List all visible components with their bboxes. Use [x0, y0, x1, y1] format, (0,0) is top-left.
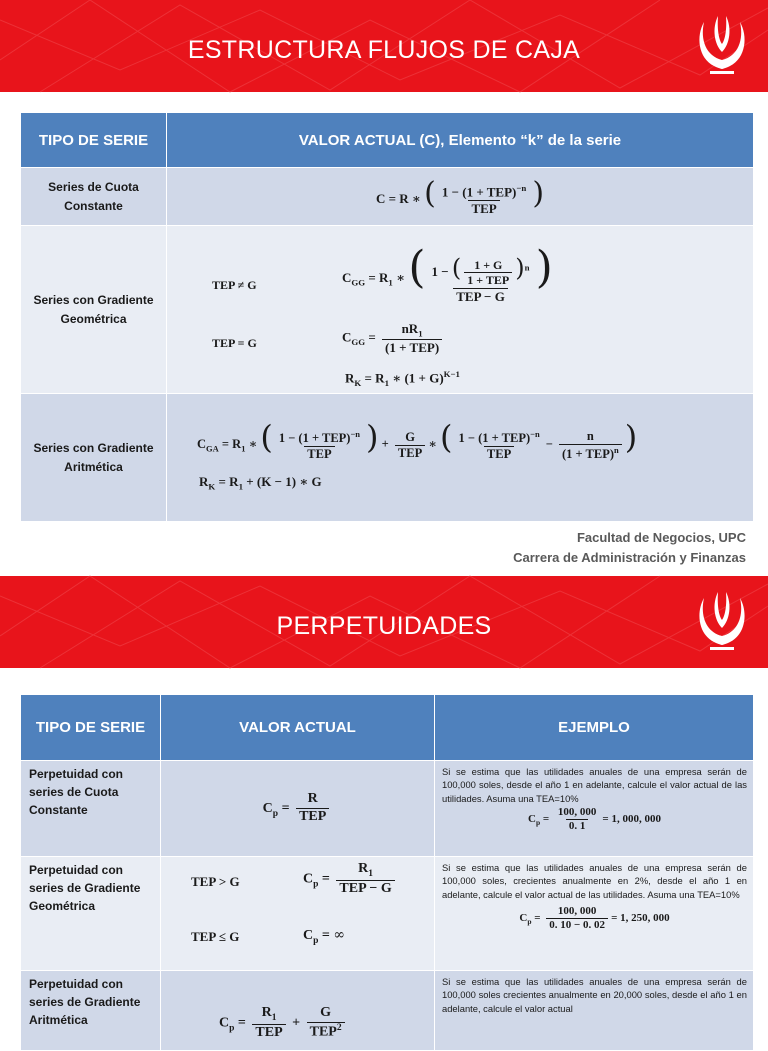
- row-label-perpetuidad-cuota: Perpetuidad con series de Cuota Constante: [21, 761, 161, 857]
- example-text: Si se estima que las utilidades anuales de una empresa serán de 100,000 soles crecientes anualmente en 20,000 soles, desde el año 1 en adelante, calcule el valor actual: [442, 976, 747, 1014]
- example-perpetuidad-geometrica: [435, 857, 754, 971]
- formula-perpetuidad-geometrica: TEP > G $C_p$ = $\frac{R_1}{\text{TEP − G}}$ TEP ≤ G $C_p$ = ∞: [161, 857, 435, 971]
- header-tipo-de-serie: TIPO DE SERIE: [21, 113, 167, 168]
- example-formula: $C_p$ = $\frac{100, 000}{0. 10 - 0. 02}$ = 1, 250, 000: [519, 905, 670, 932]
- condition-tep-gt-g: TEP > G: [191, 874, 240, 889]
- example-denominator: 0. 1: [566, 819, 589, 833]
- row-label-perpetuidad-aritmetica: Perpetuidad con series de Gradiente Aritmética: [21, 971, 161, 1051]
- slide1-banner: [0, 0, 768, 92]
- slide1-table: [20, 112, 754, 522]
- formula-gradiente-aritmetica: $C_{GA} = R_1$ ∗ ( $\frac{1 - (1 + TEP)^{-n}}{\text{TEP}}$ ) + $\frac{G}{\text{TEP}}$ ∗ ( $\frac{1 - (1 + TEP)^{-n}}{\text{TEP}}$ − $\frac{n}{(1 + TEP)^n}$ ) $R_K = R_1 + (K - 1)$ ∗ G: [167, 394, 754, 522]
- row-label-gradiente-aritmetica: Series con Gradiente Aritmética: [21, 394, 167, 522]
- example-numerator: 100, 000: [557, 905, 597, 918]
- header-ejemplo: EJEMPLO: [435, 695, 754, 761]
- example-result: = 1, 250, 000: [611, 912, 670, 925]
- example-formula: $C_p$ = $\frac{100, 000}{0. 1}$ = 1, 000, 000: [528, 806, 661, 833]
- condition-tep-neq-g: TEP ≠ G: [212, 278, 257, 292]
- header-valor-actual: VALOR ACTUAL: [161, 695, 435, 761]
- condition-tep-le-g: TEP ≤ G: [191, 929, 240, 944]
- upc-logo-icon: [694, 14, 750, 76]
- header-tipo-de-serie: TIPO DE SERIE: [21, 695, 161, 761]
- formula-cuota-constante: C = R ∗ ( $\frac{1 - (1 + TEP)^{-n}}{\text{TEP}}$ ): [167, 168, 754, 226]
- slide1-footer: [513, 528, 746, 568]
- example-perpetuidad-cuota: [435, 761, 754, 857]
- condition-tep-eq-g: TEP = G: [212, 336, 257, 350]
- row-label-gradiente-geometrica: Series con Gradiente Geométrica: [21, 226, 167, 394]
- example-text: Si se estima que las utilidades anuales de una empresa serán de 100,000 soles, desde el año 1 en adelante, calcule el valor actual de las utilidades. Asuma una TEA=10%: [442, 766, 747, 804]
- example-text: Si se estima que las utilidades anuales de una empresa serán de 100,000 soles, crecientes anualmente en 2%, desde el año 1 en adelante, calcule el valor actual de las utilidades. Asuma una TEA=10%: [442, 862, 747, 900]
- upc-logo-icon: [694, 590, 750, 652]
- row-label-perpetuidad-geometrica: Perpetuidad con series de Gradiente Geométrica: [21, 857, 161, 971]
- header-valor-actual: VALOR ACTUAL (C), Elemento “k” de la serie: [167, 113, 754, 168]
- footer-line-faculty: Facultad de Negocios, UPC: [576, 530, 746, 545]
- slide2-table-clip: [20, 694, 754, 1041]
- example-numerator: 100, 000: [557, 806, 597, 819]
- slide2-table: [20, 694, 754, 1051]
- slide2-title: PERPETUIDADES: [276, 612, 492, 640]
- formula-perpetuidad-aritmetica: $C_p$ = $\frac{R_1}{\text{TEP}}$ + $\frac{G}{TEP^2}$: [161, 971, 435, 1051]
- formula-gradiente-geometrica: TEP ≠ G $C_{GG} = R_1$ ∗ ( 1 − ( $\frac{1 + G}{\text{1 + TEP}}$ )$^n$ TEP − G ) TEP = G $C_{GG}$ = $\frac{nR_1}{\text{(1 + TEP)}}$ $R_K = R_1$ ∗ $(1 + G)^{K-1}$: [167, 226, 754, 394]
- row-label-cuota-constante: Series de Cuota Constante: [21, 168, 167, 226]
- slide2-banner: [0, 576, 768, 668]
- example-result: = 1, 000, 000: [602, 813, 661, 826]
- footer-line-career: Carrera de Administración y Finanzas: [513, 550, 746, 566]
- formula-perpetuidad-cuota: $C_p$ = $\frac{R}{\text{TEP}}$: [161, 761, 435, 857]
- example-denominator: 0. 10 − 0. 02: [546, 918, 608, 932]
- example-perpetuidad-aritmetica: [435, 971, 754, 1051]
- slide1-title: ESTRUCTURA FLUJOS DE CAJA: [187, 36, 581, 64]
